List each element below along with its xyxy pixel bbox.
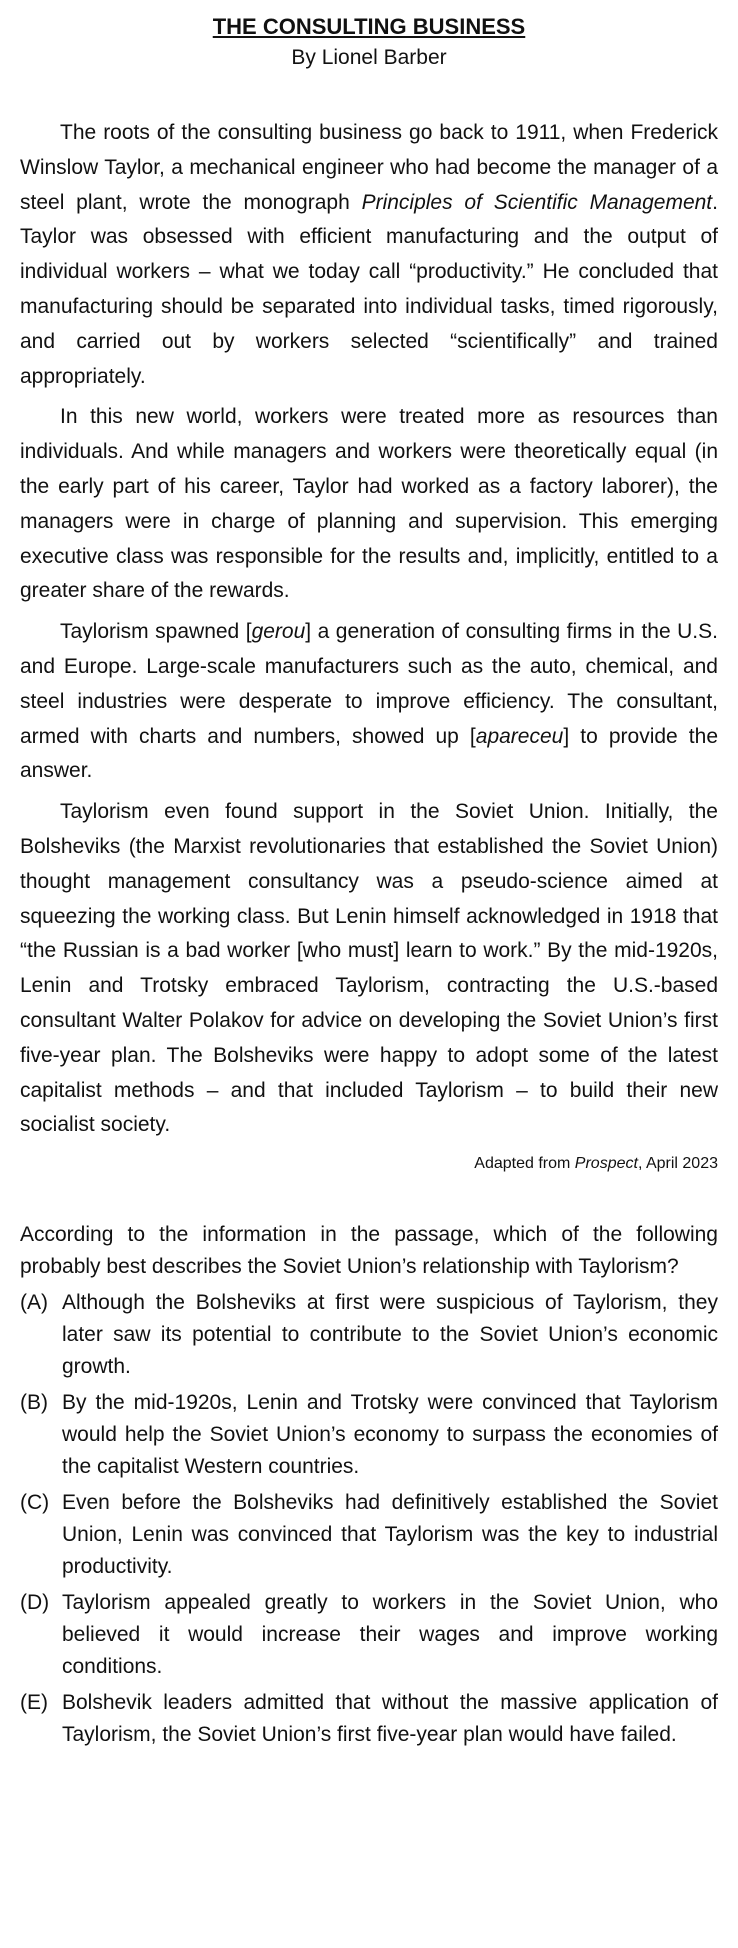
article-title: THE CONSULTING BUSINESS: [212, 14, 526, 39]
answer-option-e[interactable]: [20, 1687, 718, 1751]
paragraph-text: Taylorism even found support in the Soviet Union. Initially, the Bolsheviks (the Marxist revolutionaries that established the Soviet Union) thought management consultancy was a pseudo-science aimed at squeezing the working class. But Lenin himself acknowledged in 1918 that “the Russian is a bad worker [who must] learn to work.” By the mid-1920s, Lenin and Trotsky embraced Taylorism, contracting the U.S.-based consultant Walter Polakov for advice on developing the Soviet Union’s first five-year plan. The Bolsheviks were happy to adopt some of the latest capitalist methods – and that included Taylorism – to build their new socialist society.: [20, 800, 718, 1137]
source-prefix: Adapted from: [474, 1155, 575, 1173]
paragraph-text: The roots of the consulting business go back to 1911, when Frederick Winslow Taylor, a mechanical engineer who had become the manager of a steel plant, wrote the monograph: [20, 121, 718, 214]
article-passage: [20, 116, 718, 1175]
option-text: Although the Bolsheviks at first were suspicious of Taylorism, they later saw its potential to contribute to the Soviet Union’s economic growth.: [62, 1291, 718, 1379]
paragraph-text: ] a generation of consulting firms in the U.S. and Europe. Large-scale manufacturers such as the auto, chemical, and steel industries were desperate to improve efficiency. The consultant, armed with charts and numbers, showed up [: [20, 620, 718, 748]
gloss-word: apareceu: [475, 724, 564, 748]
option-text: Taylorism appealed greatly to workers in the Soviet Union, who believed it would increase their wages and improve working conditions.: [62, 1591, 718, 1679]
option-letter: (A): [20, 1291, 48, 1315]
paragraph-text: In this new world, workers were treated more as resources than individuals. And while managers and workers were theoretically equal (in the early part of his career, Taylor had worked as a factory laborer), the managers were in charge of planning and supervision. This emerging executive class was responsible for the results and, implicitly, entitled to a greater share of the rewards.: [20, 405, 718, 603]
source-publication: Prospect: [574, 1155, 638, 1173]
option-text: Bolshevik leaders admitted that without the massive application of Taylorism, the Soviet Union’s first five-year plan would have failed.: [62, 1691, 718, 1747]
option-letter: (E): [20, 1691, 48, 1715]
question-stem: According to the information in the passage, which of the following probably best describes the Soviet Union’s relationship with Taylorism?: [20, 1223, 718, 1279]
paragraph-4: [20, 795, 718, 1143]
paragraph-1: [20, 116, 718, 394]
paragraph-text: . Taylor was obsessed with efficient manufacturing and the output of individual workers – what we today call “productivity.” He concluded that manufacturing should be separated into individual tasks, timed rigorously, and carried out by workers selected “scientifically” and trained appropriately.: [20, 190, 718, 388]
answer-option-c[interactable]: [20, 1487, 718, 1583]
paragraph-text: Taylorism spawned [: [60, 620, 252, 644]
paragraph-2: [20, 400, 718, 609]
option-letter: (C): [20, 1491, 50, 1515]
option-text: By the mid-1920s, Lenin and Trotsky were convinced that Taylorism would help the Soviet Union’s economy to surpass the economies of the capitalist Western countries.: [62, 1391, 718, 1479]
answer-option-a[interactable]: [20, 1287, 718, 1383]
option-letter: (B): [20, 1391, 48, 1415]
paragraph-text: ] to provide the answer.: [20, 724, 718, 783]
answer-option-b[interactable]: [20, 1387, 718, 1483]
source-attribution: [20, 1153, 718, 1175]
answer-options: [20, 1287, 718, 1751]
option-text: Even before the Bolsheviks had definitively established the Soviet Union, Lenin was convinced that Taylorism was the key to industrial productivity.: [62, 1491, 718, 1579]
source-date: , April 2023: [637, 1155, 718, 1173]
paragraph-3: [20, 615, 718, 789]
article-byline: By Lionel Barber: [291, 46, 447, 69]
monograph-title: Principles of Scientific Management: [361, 190, 713, 214]
answer-option-d[interactable]: [20, 1587, 718, 1683]
gloss-word: gerou: [251, 620, 306, 644]
option-letter: (D): [20, 1591, 50, 1615]
